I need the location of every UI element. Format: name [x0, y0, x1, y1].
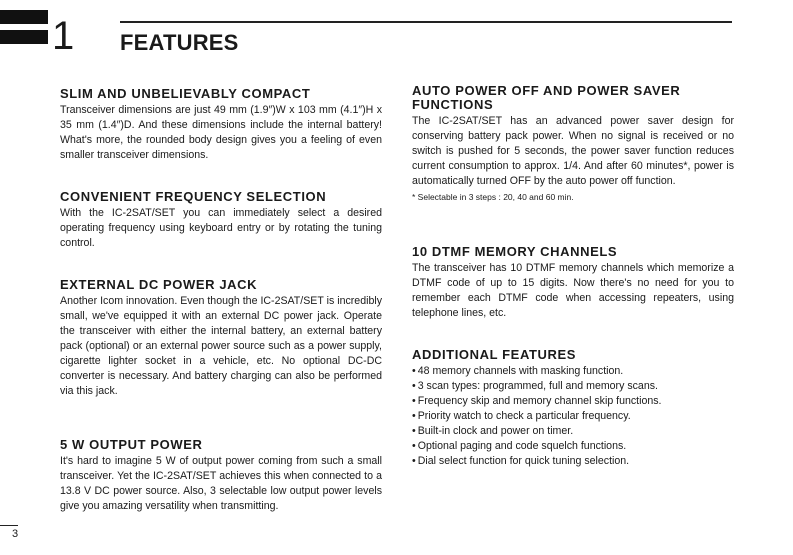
- chapter-tab-bottom: [0, 30, 48, 44]
- chapter-tab-top: [0, 10, 48, 24]
- section-body: It's hard to imagine 5 W of output power coming from such a small transceiver. Yet the IC-2SAT/SET achieves this when connected to a 13.8 V DC power source. Also, 3 selectable low output power levels give you amazing versatility when transmitting.: [60, 455, 382, 512]
- section-frequency-selection: [60, 190, 382, 251]
- section-title: 5 W OUTPUT POWER: [60, 437, 203, 452]
- section-body: The IC-2SAT/SET has an advanced power saver design for conserving battery pack power. When no signal is received or no switch is pushed for 5 seconds, the power saver function reduces current consumption to approx. 1/4. And after 60 minutes*, power is automatically turned OFF by the auto power off function.: [412, 115, 734, 187]
- section-dtmf-memory: [412, 245, 734, 321]
- footnote: * Selectable in 3 steps : 20, 40 and 60 min.: [412, 192, 574, 202]
- chapter-number: 1: [52, 14, 75, 58]
- feature-list: [412, 364, 734, 469]
- list-item: • Dial select function for quick tuning selection.: [412, 454, 734, 469]
- section-output-power: [60, 438, 382, 514]
- section-title: ADDITIONAL FEATURES: [412, 347, 577, 362]
- page-number: 3: [12, 528, 19, 540]
- section-body: The transceiver has 10 DTMF memory channels which memorize a DTMF code of up to 15 digits. Now there's no need for you to remember each DTMF code when accessing repeaters, using telephone lines, etc.: [412, 262, 734, 319]
- list-item: • Frequency skip and memory channel skip functions.: [412, 394, 734, 409]
- header-rule: [120, 21, 732, 23]
- list-item: • Priority watch to check a particular frequency.: [412, 409, 734, 424]
- section-dc-power-jack: [60, 278, 382, 399]
- list-item: • 3 scan types: programmed, full and memory scans.: [412, 379, 734, 394]
- page-number-rule: [0, 525, 18, 526]
- section-title: 10 DTMF MEMORY CHANNELS: [412, 244, 618, 259]
- section-body: Transceiver dimensions are just 49 mm (1.9″)W x 103 mm (4.1″)H x 35 mm (1.4″)D. And these dimensions include the internal battery! What's more, the rounded body design gives you a feeling of even smaller transceiver dimensions.: [60, 104, 382, 161]
- list-item: • 48 memory channels with masking function.: [412, 364, 734, 379]
- section-title: CONVENIENT FREQUENCY SELECTION: [60, 189, 327, 204]
- section-body: Another Icom innovation. Even though the IC-2SAT/SET is incredibly small, we've equipped it with an external DC power jack. Operate the transceiver with either the internal battery, an external battery pack (optional) or an external power source such as a power supply, cigarette lighter socket in a vehicle, etc. No optional DC-DC converter is necessary. And battery charging can also be performed via this jack.: [60, 295, 382, 397]
- section-auto-power-off: [412, 84, 734, 204]
- section-additional-features: [412, 348, 734, 469]
- list-item: • Built-in clock and power on timer.: [412, 424, 734, 439]
- section-title: SLIM AND UNBELIEVABLY COMPACT: [60, 86, 311, 101]
- section-title: AUTO POWER OFF AND POWER SAVER FUNCTIONS: [412, 83, 681, 112]
- section-title: EXTERNAL DC POWER JACK: [60, 277, 258, 292]
- chapter-title: FEATURES: [120, 30, 239, 55]
- section-slim-compact: [60, 87, 382, 163]
- section-body: With the IC-2SAT/SET you can immediately select a desired operating frequency using keyboard entry or by rotating the tuning control.: [60, 207, 382, 249]
- list-item: • Optional paging and code squelch functions.: [412, 439, 734, 454]
